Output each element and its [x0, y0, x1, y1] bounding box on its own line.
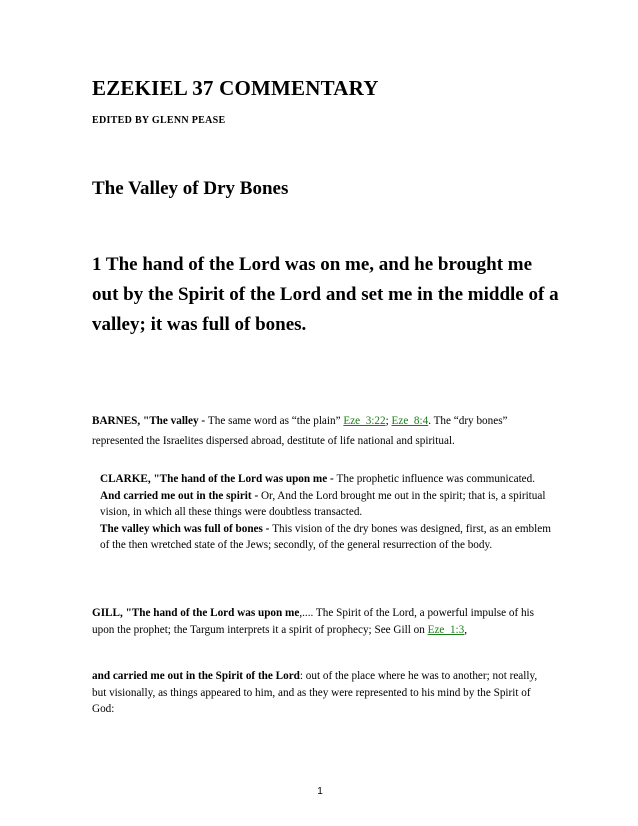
- clarke-label-1: CLARKE, "The hand of the Lord was upon me -: [100, 473, 337, 485]
- document-title: EZEKIEL 37 COMMENTARY: [92, 76, 379, 100]
- gill-label-1: GILL, "The hand of the Lord was upon me: [92, 607, 300, 619]
- barnes-text-2: . The “dry bones” represented the Israelites dispersed abroad, destitute of life national and spiritual.: [92, 415, 508, 447]
- ref-link-eze-1-3[interactable]: Eze_1:3: [427, 623, 465, 636]
- page-number: 1: [317, 786, 323, 797]
- clarke-paragraph-3: [92, 521, 552, 554]
- barnes-label: BARNES, "The valley -: [92, 415, 208, 427]
- barnes-text-1: The same word as “the plain”: [207, 415, 344, 427]
- gill-commentary-2: [92, 668, 552, 718]
- ref-link-eze-3-22[interactable]: Eze_3:22: [343, 415, 386, 427]
- gill-label-2: and carried me out in the Spirit of the Lord: [92, 670, 300, 682]
- clarke-paragraph-1: [92, 471, 552, 488]
- gill-commentary-1: [92, 605, 552, 638]
- clarke-label-2: And carried me out in the spirit -: [100, 489, 261, 502]
- clarke-text-1: The prophetic influence was communicated.: [336, 473, 536, 485]
- clarke-text-2: Or, And the Lord brought me out in the spirit; that is, a spiritual vision, in which all these things were doubtless transacted.: [100, 489, 546, 518]
- clarke-text-3: This vision of the dry bones was designed, first, as an emblem of the then wretched state of the Jews; secondly, of the general resurrection of the body.: [100, 522, 551, 551]
- barnes-ref-separator: ;: [385, 415, 392, 427]
- ref-link-eze-8-4[interactable]: Eze_8:4: [391, 415, 429, 427]
- clarke-commentary: [92, 471, 552, 554]
- editor-credit: EDITED BY GLENN PEASE: [92, 115, 226, 126]
- gill-text-1-end: ,: [464, 623, 468, 636]
- gill-text-1: ,.... The Spirit of the Lord, a powerful impulse of his upon the prophet; the Targum interprets it a spirit of prophecy; See Gill on: [92, 607, 535, 636]
- verse-text: 1 The hand of the Lord was on me, and he brought me out by the Spirit of the Lord and set me in the middle of a valley; it was full of bones.: [92, 254, 559, 335]
- gill-text-2: : out of the place where he was to another; not really, but visionally, as things appeared to him, and as they were represented to his mind by the Spirit of God:: [92, 670, 538, 715]
- barnes-commentary: [92, 412, 552, 451]
- clarke-label-3: The valley which was full of bones -: [100, 522, 273, 535]
- clarke-paragraph-2: [92, 488, 552, 521]
- section-heading: The Valley of Dry Bones: [92, 178, 289, 199]
